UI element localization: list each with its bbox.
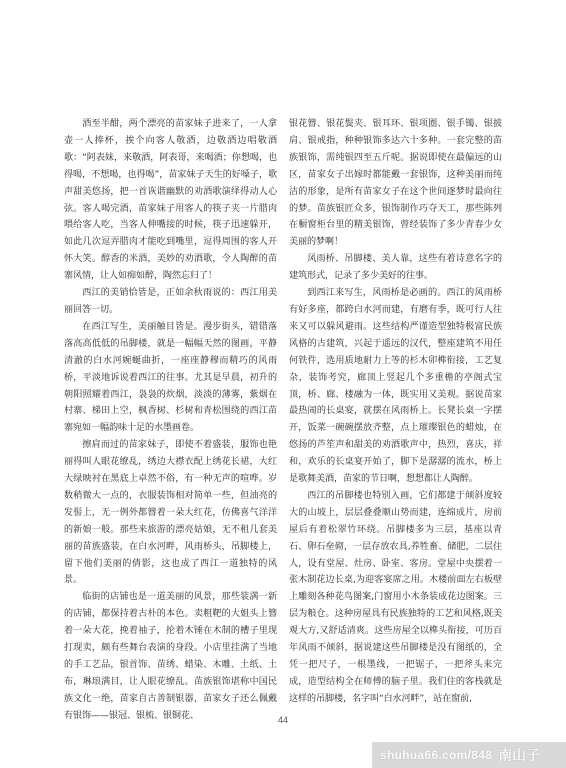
page-number: 44: [277, 715, 288, 725]
right-text-column: [289, 116, 502, 708]
paragraph: 西江的美销恰皆是，正如余秋雨说的：西江用美丽回答一切。: [64, 288, 277, 315]
paragraph: 风雨桥、吊脚楼、美人靠，这些有着诗意名字的建筑形式，记录了多少美好的往事。: [289, 254, 502, 282]
paragraph: 酒至半酣，两个漂亮的苗家妹子进来了，一人拿壶一人捧杯，挨个向客人敬酒，边敬酒边唱敬酒歌：“阿表妹，来敬酒，阿表哥，来喝酒；你想喝，也得喝，不想喝，也得喝”，苗家妹子天生的好嗓子，歌声甜美悠扬，把一首诙谐幽默的劝酒歌演绎得动人心弦。客人喝完酒，苗家妹子用客人的筷子夹一片腊肉喂给客人吃，当客人伸嘴接的时候，筷子迅速躲开，如此几次逗弄腊肉才能吃到嘴里，逗得周围的客人开怀大笑。醇香的米酒，美妙的劝酒歌，令人陶醉的苗寨风情，让人如痴如醉，陶然忘归了！: [64, 119, 277, 282]
watermark: [372, 742, 566, 768]
paragraph: 擦肩而过的苗家妹子，即使不着盛装，服饰也艳丽得叫人眼花缭乱，绣边大襟衣配上绣花长裙，大红大绿映衬在黑底上卓然不俗，有一种无声的喧哗。岁数稍微大一点的，衣服装饰相对简单一些，但油亮的发髻上，无一例外都簪着一朵大红花，仿佛喜气洋洋的新娘一般。那些来旅游的漂亮姑娘，无不租几套美丽的苗族盛装，在白水河畔，风雨桥头，吊脚楼上，留下他们美丽的倩影，这也成了西江一道独特的风景。: [64, 440, 277, 586]
paragraph-continued: 银花簪、银花鬓夹、银耳环、银项圈、银手镯、银披肩、银戒指，种种银饰多达六十多种。一套完整的苗族银饰，需纯银四至五斤呢。据说即使在最偏远的山区，苗家女子出嫁时都能戴一套银饰，这种美丽而纯洁的形象，是所有苗家女子在这个世间逐梦时最向往的梦。苗族银匠众多，银饰制作巧夺天工，那些陈列在橱窗柜台里的精美银饰，曾经装饰了多少青春少女美丽的梦啊！: [289, 119, 502, 248]
paragraph: 临街的店铺也是一道美丽的风景，那些装满一新的店铺，都保持着古朴的本色。卖粗靶的大姐头上簪着一朵大花，挽着袖子，抡着木锤在木制的槽子里现打现卖，颇有些舞台表演的身段。小店里挂满了当地的手工艺品，银首饰、苗绣、蜡染、木雕、土纸、土布，琳琅满目，让人眼花缭乱。苗族银饰堪称中国民族文化一绝，苗家自古善制银器，苗家女子还么佩戴有银饰——银冠、银梳、银铜花、: [64, 592, 277, 721]
paragraph: 西江的吊脚楼也特别入画，它们都建于倾斜度较大的山坡上，层层叠叠顺山势而建，连绵成片，房前屋后有着松翠竹环绕。吊脚楼多为三层，基座以青石、卵石垒砌，一层存放农具,养牲畜、储肥，二层住人，设有堂屋、灶房、卧室、客房。堂屋中央摆着一张木制花边长桌,为迎客宴席之用。木楼前面左右板壁上雕刻各种花鸟图案,门窗用小木条装成花边图案。三层为粮仓。这种房屋具有民族独特的工艺和风格,既美观大方,又舒适清爽。这些房屋全以榫头衔接，可历百年风雨不倾斜，据说建这些吊脚楼是没有图纸的，全凭一把尺子，一根墨线，一把锯子，一把斧头来完成，造型结构全在师傅的脑子里。我们住的客栈就是这样的吊脚楼，名字叫“白水河畔”，站在窗前,: [289, 490, 502, 704]
watermark-logo: 南山子: [498, 747, 541, 763]
paragraph: 到西江来写生，风雨桥是必画的。西江的风雨桥有好多座，都跨白水河而建，有磨有季，既可行人往来又可以躲风避雨。这些结构严谨造型独特极富民族风格的古建筑，兴起于遥远的汉代，整座建筑不用任何铁件，选用质地耐力上等的杉木卯榫衔接，工艺复杂，装饰考究，廊顶上竖起几个多重檐的亭阁式宝顶，桥、廊、楼融为一体，既实用又美观。据说苗家最热闹的长桌宴，就摆在风雨桥上。长凳长桌一字摆开，饭菜一碗碗摆放齐整，点上璀璨银色的蜡烛，在悠扬的芦笙声和甜美的劝酒歌声中，热烈，喜庆，祥和，欢乐的长桌宴开始了，脚下是潺潺的流水，桥上是歌舞美酒，苗家的节日啊，想想都让人陶醉。: [289, 288, 502, 485]
left-text-column: [64, 116, 277, 725]
paragraph: 在西江写生，美丽触目皆是。漫步街头，错错落落高高低低的吊脚楼，就是一幅幅天然的图画，平静清澈的白水河婉蜒曲折，一座座静穆而精巧的风雨桥，平淡地诉说着西江的往事。尤其是早晨，初升的朝阳照耀着西江，袅袅的炊烟，淡淡的薄雾，紫烟在村寨、梯田上空，枫香树、杉树和青松围绕的西江苗寨宛如一幅韵味十足的水墨画卷。: [64, 321, 277, 434]
watermark-url: shuhua66.com/848: [380, 748, 493, 762]
